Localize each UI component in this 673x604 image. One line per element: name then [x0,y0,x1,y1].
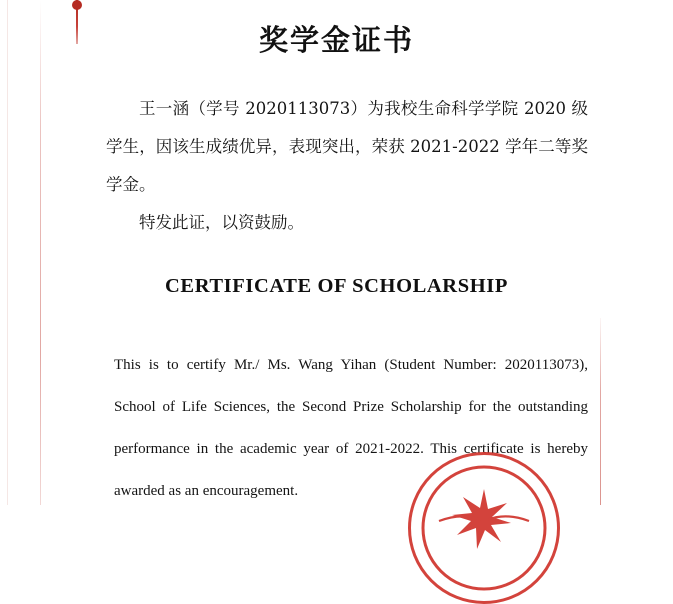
chinese-paragraph-1: 王一涵（学号 2020113073）为我校生命科学学院 2020 级学生，因该生成绩优异，表现突出，荣获 2021-2022 学年二等奖学金。 [106,99,588,194]
official-seal [408,452,560,604]
certificate-title-chinese: 奖学金证书 [258,23,414,57]
seal-artwork [419,463,549,593]
english-paragraph-1: This is to certify Mr./ Ms. Wang Yihan (Student Number: 2020113073), School of Life Sciences, the Second Prize Scholarship for the outstanding performance in the academic year of 2021-2022. This certificate is hereby awarded as an encouragement. [114,357,588,499]
certificate-title-english: CERTIFICATE OF SCHOLARSHIP [165,275,508,297]
chinese-paragraph-2: 特发此证，以资鼓励。 [139,213,304,232]
certificate-body-chinese [106,90,588,242]
